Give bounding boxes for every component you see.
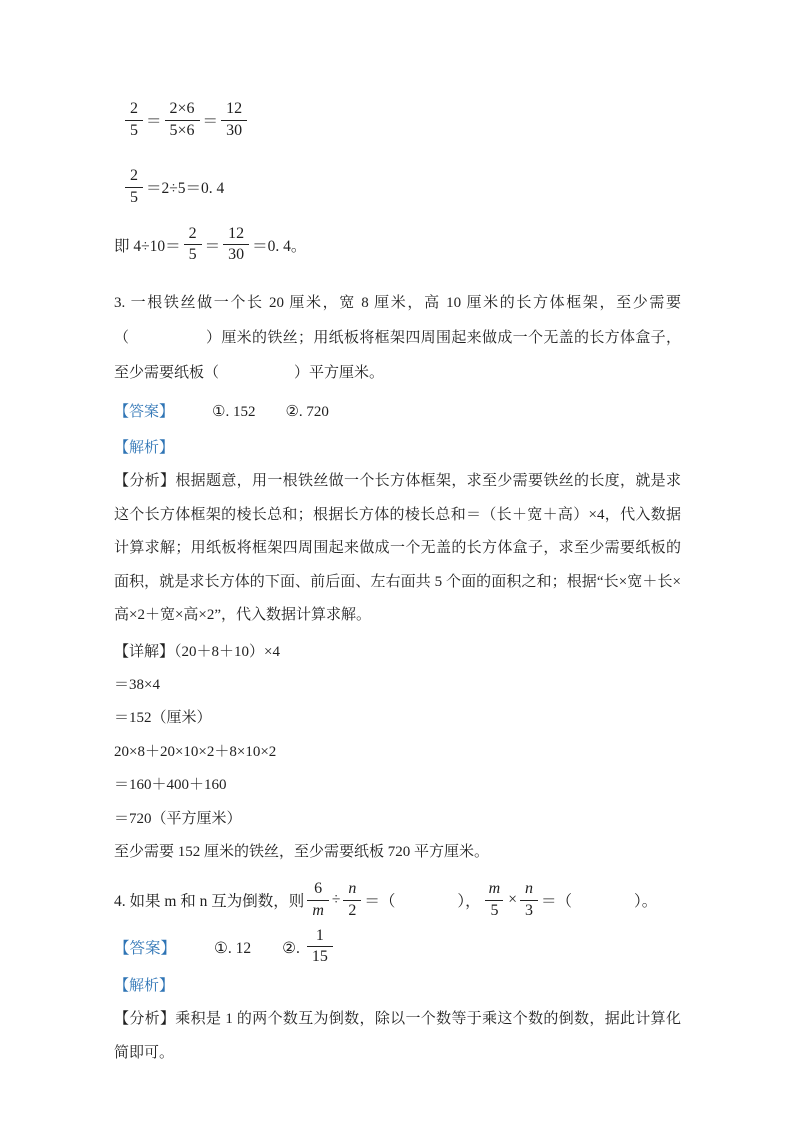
math-text: ÷ xyxy=(331,891,341,909)
fraction: $\frac{2\times 6}{5\times 6}$ xyxy=(165,100,200,141)
q3-analysis-label-row xyxy=(114,431,681,465)
solution-step: ＝38×4 xyxy=(114,676,160,693)
analysis-label: 【解析】 xyxy=(114,978,175,995)
math-text: ＝2÷5＝0. 4 xyxy=(146,180,225,198)
fraction: $\frac{12}{30}$ xyxy=(221,100,247,141)
fraction: $\frac{n}{2}$ xyxy=(343,880,361,921)
fraction: $\frac{1}{15}$ xyxy=(307,927,333,968)
fraction: $\frac{2}{5}$ xyxy=(184,225,202,266)
solution-step: ＝720（平方厘米） xyxy=(114,810,242,827)
q4-answer-row xyxy=(114,927,681,968)
equation-fraction-expansion xyxy=(122,100,681,141)
q3-answer-row xyxy=(114,395,681,429)
q4-analysis-text: 【分析】乘积是 1 的两个数互为倒数，除以一个数等于乘这个数的倒数，据此计算化简即可。 xyxy=(114,1011,681,1061)
math-text: ＝（ ）。 xyxy=(540,893,658,911)
fraction: $\frac{12}{30}$ xyxy=(223,225,249,266)
math-text: ＝（ ）， xyxy=(364,893,481,911)
solution-step: 20×8＋20×10×2＋8×10×2 xyxy=(114,743,277,760)
equation-conclusion xyxy=(114,225,681,266)
math-text: 即 4÷10＝ xyxy=(114,237,181,255)
answer-label: 【答案】 xyxy=(114,404,175,421)
q3-solution-steps xyxy=(114,669,681,870)
q4-answer-value xyxy=(214,927,336,968)
answer-label: 【答案】 xyxy=(114,939,177,957)
question-4-text xyxy=(114,880,681,921)
math-text: ＝ xyxy=(202,113,219,131)
solution-step: ＝160＋400＋160 xyxy=(114,777,227,794)
equation-fraction-decimal xyxy=(122,167,681,208)
q3-detail-row: 【详解】（20＋8＋10）×4 xyxy=(114,643,280,660)
fraction: $\frac{2}{5}$ xyxy=(125,167,143,208)
q4-analysis-label-row xyxy=(114,969,681,1003)
math-text: 4. 如果 m 和 n 互为倒数，则 xyxy=(114,893,305,911)
math-text: ＝ xyxy=(204,237,221,255)
solution-step: ＝152（厘米） xyxy=(114,710,212,727)
math-text: × xyxy=(508,891,517,909)
q3-answer-value: ①. 152 ②. 720 xyxy=(212,404,329,421)
q3-analysis-text: 【分析】根据题意，用一根铁丝做一个长方体框架，求至少需要铁丝的长度，就是求这个长方体框架的棱长总和；根据长方体的棱长总和＝（长＋宽＋高）×4，代入数据计算求解；用纸板将框架四周围起来做成一个无盖的长方体盒子，求至少需要纸板的面积，就是求长方体的下面、前后面、左右面共 5 个面的面积之和；根据“长×宽＋长×高×2＋宽×高×2”，代入数据计算求解。 xyxy=(114,473,681,624)
question-3-text: 3. 一根铁丝做一个长 20 厘米，宽 8 厘米，高 10 厘米的长方体框架，至少需要（ ）厘米的铁丝；用纸板将框架四周围起来做成一个无盖的长方体盒子，至少需要纸板（ ）平方厘米。 xyxy=(114,295,681,382)
fraction: $\frac{m}{5}$ xyxy=(484,880,506,921)
math-text: ＝0. 4。 xyxy=(252,237,307,255)
fraction: $\frac{n}{3}$ xyxy=(520,880,538,921)
solution-step: 至少需要 152 厘米的铁丝，至少需要纸板 720 平方厘米。 xyxy=(114,844,490,861)
math-text: ①. 12 ②. xyxy=(214,939,304,957)
fraction: $\frac{6}{m}$ xyxy=(307,880,329,921)
analysis-label: 【解析】 xyxy=(114,440,175,457)
fraction: $\frac{2}{5}$ xyxy=(125,100,143,141)
math-text: ＝ xyxy=(146,113,162,131)
